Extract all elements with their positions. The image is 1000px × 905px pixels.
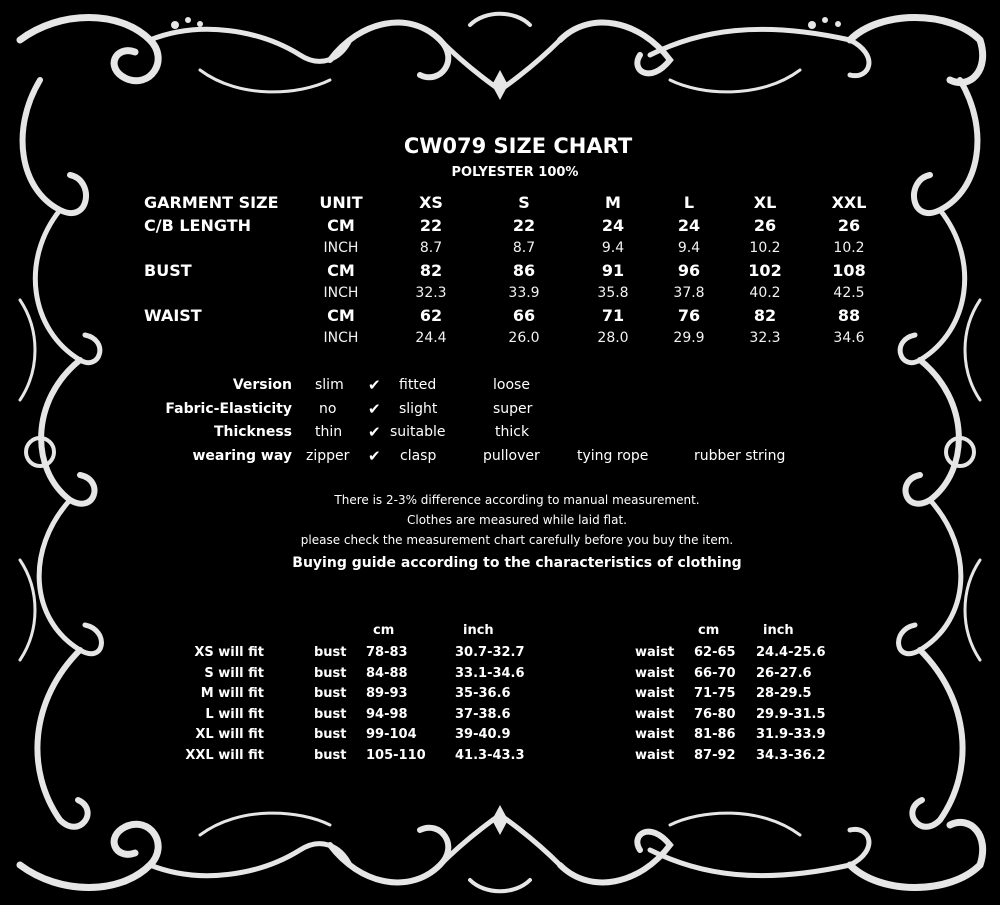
fit-header-inch: inch bbox=[463, 623, 494, 638]
header-size-m: M bbox=[605, 193, 621, 212]
fit-waist-cm: 81-86 bbox=[694, 727, 736, 742]
table-cell: 32.3 bbox=[749, 330, 781, 346]
row-label-bust: BUST bbox=[144, 261, 192, 280]
attr-option: tying rope bbox=[577, 448, 649, 464]
table-cell: 37.8 bbox=[673, 285, 705, 301]
check-icon: ✔ bbox=[368, 447, 381, 465]
table-cell: 22 bbox=[512, 216, 536, 235]
table-cell: 26 bbox=[753, 216, 777, 235]
attr-option-selected: suitable bbox=[390, 424, 446, 440]
table-cell: 9.4 bbox=[601, 240, 625, 256]
header-size-xl: XL bbox=[753, 193, 777, 212]
table-cell: 62 bbox=[419, 306, 443, 325]
attr-label-version: Version bbox=[232, 377, 292, 393]
fit-size-label: XS will fit bbox=[194, 645, 264, 660]
attr-option: loose bbox=[493, 377, 530, 393]
table-cell: 76 bbox=[677, 306, 701, 325]
fit-waist-inch: 26-27.6 bbox=[756, 666, 812, 681]
fit-waist-inch: 29.9-31.5 bbox=[756, 707, 826, 722]
note-check-chart: please check the measurement chart carefully before you buy the item. bbox=[300, 533, 734, 547]
fit-bust-cm: 78-83 bbox=[366, 645, 408, 660]
table-cell: 26.0 bbox=[508, 330, 540, 346]
fit-waist-inch: 28-29.5 bbox=[756, 686, 812, 701]
fit-header-inch: inch bbox=[763, 623, 794, 638]
fit-bust-inch: 37-38.6 bbox=[455, 707, 511, 722]
attr-option: slim bbox=[315, 377, 344, 393]
header-size-xs: XS bbox=[419, 193, 443, 212]
fit-bust-inch: 30.7-32.7 bbox=[455, 645, 525, 660]
attr-label-fabric-elasticity: Fabric-Elasticity bbox=[165, 401, 292, 417]
fit-bust-cm: 89-93 bbox=[366, 686, 408, 701]
table-cell: 35.8 bbox=[597, 285, 629, 301]
fit-bust-cm: 105-110 bbox=[366, 748, 426, 763]
table-cell: 82 bbox=[419, 261, 443, 280]
fit-waist-inch: 31.9-33.9 bbox=[756, 727, 826, 742]
fit-waist-inch: 34.3-36.2 bbox=[756, 748, 826, 763]
unit-cm: CM bbox=[327, 261, 355, 280]
unit-cm: CM bbox=[327, 306, 355, 325]
table-cell: 24 bbox=[601, 216, 625, 235]
chart-title: CW079 SIZE CHART bbox=[403, 134, 633, 158]
table-cell: 22 bbox=[419, 216, 443, 235]
attr-option: rubber string bbox=[694, 448, 786, 464]
table-cell: 24 bbox=[677, 216, 701, 235]
fit-size-label: S will fit bbox=[204, 666, 264, 681]
row-label-waist: WAIST bbox=[144, 306, 202, 325]
table-cell: 40.2 bbox=[749, 285, 781, 301]
fit-size-label: XXL will fit bbox=[185, 748, 264, 763]
fit-bust-label: bust bbox=[314, 645, 347, 660]
fit-waist-cm: 62-65 bbox=[694, 645, 736, 660]
unit-inch: INCH bbox=[323, 240, 359, 256]
fit-waist-inch: 24.4-25.6 bbox=[756, 645, 826, 660]
note-laid-flat: Clothes are measured while laid flat. bbox=[407, 513, 627, 527]
table-cell: 88 bbox=[837, 306, 861, 325]
fit-bust-cm: 99-104 bbox=[366, 727, 417, 742]
fit-waist-cm: 71-75 bbox=[694, 686, 736, 701]
fit-waist-cm: 76-80 bbox=[694, 707, 736, 722]
fit-waist-cm: 87-92 bbox=[694, 748, 736, 763]
table-cell: 33.9 bbox=[508, 285, 540, 301]
header-size-s: S bbox=[518, 193, 530, 212]
header-size-l: L bbox=[683, 193, 695, 212]
header-garment-size: GARMENT SIZE bbox=[144, 193, 279, 212]
table-cell: 71 bbox=[601, 306, 625, 325]
table-cell: 24.4 bbox=[415, 330, 447, 346]
attr-label-wearing-way: wearing way bbox=[192, 448, 292, 464]
fit-header-cm: cm bbox=[698, 623, 720, 638]
table-cell: 9.4 bbox=[677, 240, 701, 256]
fit-waist-label: waist bbox=[635, 645, 675, 660]
table-cell: 82 bbox=[753, 306, 777, 325]
table-cell: 86 bbox=[512, 261, 536, 280]
fit-bust-inch: 35-36.6 bbox=[455, 686, 511, 701]
fit-size-label: L will fit bbox=[205, 707, 264, 722]
note-measurement-difference: There is 2-3% difference according to manual measurement. bbox=[334, 493, 700, 507]
table-cell: 26 bbox=[837, 216, 861, 235]
fit-waist-label: waist bbox=[635, 727, 675, 742]
table-cell: 96 bbox=[677, 261, 701, 280]
table-cell: 8.7 bbox=[419, 240, 443, 256]
attr-label-thickness: Thickness bbox=[213, 424, 292, 440]
fit-size-label: M will fit bbox=[200, 686, 264, 701]
fit-bust-label: bust bbox=[314, 686, 347, 701]
fit-bust-inch: 41.3-43.3 bbox=[455, 748, 525, 763]
attr-option: zipper bbox=[306, 448, 350, 464]
check-icon: ✔ bbox=[368, 423, 381, 441]
unit-cm: CM bbox=[327, 216, 355, 235]
fit-bust-cm: 94-98 bbox=[366, 707, 408, 722]
check-icon: ✔ bbox=[368, 376, 381, 394]
fit-waist-label: waist bbox=[635, 748, 675, 763]
attr-option: thick bbox=[495, 424, 530, 440]
table-cell: 32.3 bbox=[415, 285, 447, 301]
attr-option-selected: fitted bbox=[399, 377, 437, 393]
attr-option: thin bbox=[315, 424, 343, 440]
material-subtitle: POLYESTER 100% bbox=[451, 165, 579, 180]
table-cell: 10.2 bbox=[833, 240, 865, 256]
fit-bust-inch: 39-40.9 bbox=[455, 727, 511, 742]
fit-waist-label: waist bbox=[635, 686, 675, 701]
table-cell: 8.7 bbox=[512, 240, 536, 256]
buying-guide-title: Buying guide according to the characteristics of clothing bbox=[292, 555, 742, 571]
fit-bust-label: bust bbox=[314, 707, 347, 722]
check-icon: ✔ bbox=[368, 400, 381, 418]
table-cell: 91 bbox=[601, 261, 625, 280]
fit-waist-label: waist bbox=[635, 707, 675, 722]
table-cell: 42.5 bbox=[833, 285, 865, 301]
table-cell: 34.6 bbox=[833, 330, 865, 346]
fit-waist-label: waist bbox=[635, 666, 675, 681]
fit-bust-label: bust bbox=[314, 727, 347, 742]
header-unit: UNIT bbox=[319, 193, 363, 212]
header-size-xxl: XXL bbox=[831, 193, 867, 212]
table-cell: 10.2 bbox=[749, 240, 781, 256]
fit-header-cm: cm bbox=[373, 623, 395, 638]
table-cell: 108 bbox=[832, 261, 866, 280]
unit-inch: INCH bbox=[323, 285, 359, 301]
attr-option-selected: slight bbox=[399, 401, 438, 417]
fit-bust-inch: 33.1-34.6 bbox=[455, 666, 525, 681]
attr-option: pullover bbox=[483, 448, 540, 464]
fit-bust-label: bust bbox=[314, 748, 347, 763]
table-cell: 28.0 bbox=[597, 330, 629, 346]
fit-waist-cm: 66-70 bbox=[694, 666, 736, 681]
fit-bust-cm: 84-88 bbox=[366, 666, 408, 681]
row-label-cb-length: C/B LENGTH bbox=[144, 216, 252, 235]
unit-inch: INCH bbox=[323, 330, 359, 346]
table-cell: 29.9 bbox=[673, 330, 705, 346]
fit-bust-label: bust bbox=[314, 666, 347, 681]
attr-option: super bbox=[493, 401, 533, 417]
table-cell: 102 bbox=[748, 261, 782, 280]
fit-size-label: XL will fit bbox=[195, 727, 264, 742]
table-cell: 66 bbox=[512, 306, 536, 325]
attr-option-selected: clasp bbox=[400, 448, 437, 464]
attr-option: no bbox=[319, 401, 337, 417]
